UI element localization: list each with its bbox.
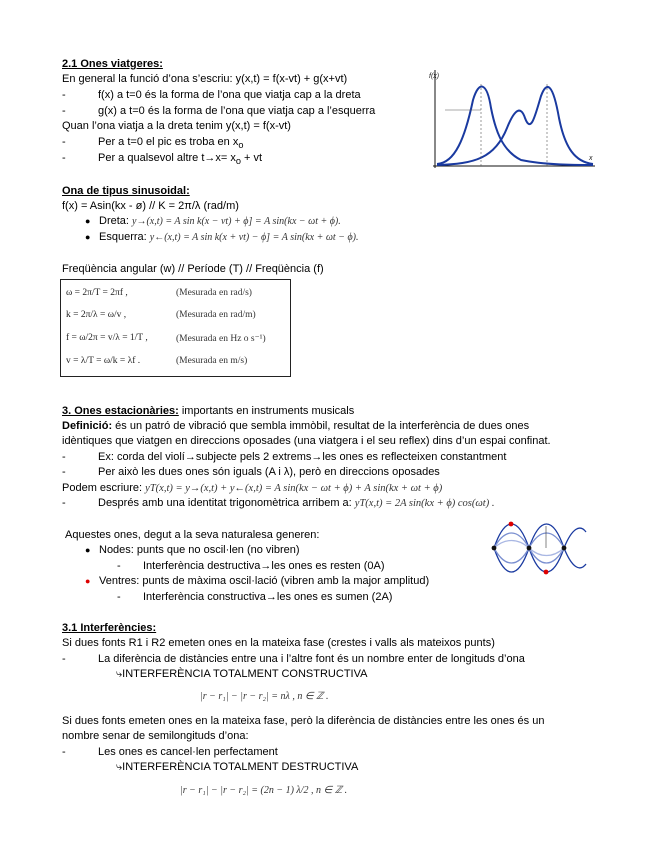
list-item-text: Les ones es cancel·len perfectament <box>98 746 278 758</box>
list-item-ventres: ● Ventres: punts de màxima oscil·lació (vibren amb la major amplitud) <box>85 575 430 587</box>
wave-pulse-t <box>437 87 593 165</box>
graph-label-x: x <box>589 155 593 162</box>
list-item-text: f(x) a t=0 és la forma de l’ona que viatja cap a la dreta <box>98 89 361 101</box>
subscript: o <box>235 156 241 167</box>
superposition-statement <box>62 481 442 496</box>
odd-half-wavelength-continued: nombre senar de semilongituds d’ona: <box>62 730 249 742</box>
definition-continued: idèntiques que viatgen en direccions oposades (una viatgera i el seu reflex) dins d’un espai confinat. <box>62 435 551 447</box>
antinode-point <box>544 570 549 575</box>
list-item-text: Després amb una identitat trigonomètrica arribem a: <box>98 497 352 509</box>
standing-wave-envelope-2 <box>494 524 586 572</box>
table-row <box>66 333 266 344</box>
list-item: - Després amb una identitat trigonomètrica arribem a: yT(x,t) = 2A sin(kx + ϕ) cos(ωt) . <box>62 497 495 509</box>
list-item: - Interferència destructiva→les ones es resten (0A) <box>117 560 385 572</box>
unit-note: (Mesurada en rad/m) <box>176 310 256 320</box>
superposition-formula: yT(x,t) = y→(x,t) + y←(x,t) = A sin(kx − ωt + ϕ) + A sin(kx + ωt + ϕ) <box>145 483 443 494</box>
node-point <box>492 546 497 551</box>
list-item: - Per això les dues ones són iguals (A i λ), però en direccions oposades <box>62 466 440 478</box>
graph-label-f: f(x) <box>429 73 440 80</box>
formula-cell: k = 2π/λ = ω/v , <box>66 310 127 320</box>
section-heading-ones-estacionaries <box>62 404 354 418</box>
formula-table <box>60 279 291 377</box>
formula-cell: f = ω/2π = v/λ = 1/T , <box>66 333 148 343</box>
constructive-formula: |r − r₁| − |r − r₂| = nλ , n ∈ ℤ . <box>200 691 329 702</box>
definition-label: Definició: <box>62 420 113 432</box>
table-row <box>66 288 252 298</box>
definition <box>62 419 529 433</box>
right-travel-statement: Quan l’ona viatja a la dreta tenim y(x,t) = f(x-vt) <box>62 120 291 132</box>
list-item-label: Esquerra: <box>99 231 147 243</box>
constructive-label: ⤷INTERFERÈNCIA TOTALMENT CONSTRUCTIVA <box>116 668 368 680</box>
list-item-label: Dreta: <box>99 215 129 227</box>
definition-text: és un patró de vibració que sembla immòbil, resultat de la interferència de dues ones <box>112 420 530 432</box>
section-title-ones-viatgeres: 2.1 Ones viatgeres: <box>62 58 163 70</box>
formula-cell: v = λ/T = ω/k = λf . <box>66 356 141 366</box>
formula-cell: ω = 2π/T = 2πf , <box>66 288 128 298</box>
unit-note: (Mesurada en Hz o s⁻¹) <box>176 334 266 344</box>
list-item: - Interferència constructiva→les ones es sumen (2A) <box>117 591 393 603</box>
list-item: - Ex: corda del violí→subjecte pels 2 extrems→les ones es reflecteixen constantment <box>62 451 507 463</box>
list-item-text: Ventres: punts de màxima oscil·lació (vibren amb la major amplitud) <box>99 575 430 587</box>
node-point <box>562 546 567 551</box>
section-subtitle: importants en instruments musicals <box>178 405 355 417</box>
list-item-text: Per a qualsevol altre t→x= x <box>98 152 236 164</box>
list-item-nodes: ● Nodes: punts que no oscil·len (no vibren) <box>85 544 300 556</box>
list-item: - La diferència de distàncies entre una i l’altre font és un nombre enter de longituds d’ona <box>62 653 525 665</box>
list-item-text: La diferència de distàncies entre una i l’altre font és un nombre enter de longituds d’ona <box>98 653 525 665</box>
section-title-sinusoidal: Ona de tipus sinusoidal: <box>62 185 190 197</box>
antinode-point <box>509 522 514 527</box>
wave-pulse-t0 <box>437 87 593 165</box>
sinusoidal-definition: f(x) = Asin(kx - ø) // K = 2π/λ (rad/m) <box>62 200 239 212</box>
general-wave-equation: En general la funció d’ona s’escriu: y(x,t) = f(x-vt) + g(x+vt) <box>62 73 348 85</box>
traveling-wave-graph <box>425 68 597 176</box>
list-item: - Per a qualsevol altre $t\to x= x_o$ + vt <box>62 152 263 167</box>
standing-wave-envelope-1 <box>494 524 586 572</box>
subscript: o <box>238 140 244 151</box>
generates-statement: Aquestes ones, degut a la seva naturalesa generen: <box>65 529 320 541</box>
formula-esquerra: y←(x,t) = A sin k(x + vt) − ϕ] = A sin(kx + ωt − ϕ). <box>149 232 359 243</box>
destructive-formula: |r − r₁| − |r − r₂| = (2n − 1) λ/2 , n ∈ ℤ . <box>180 785 348 796</box>
list-item: - Per a t=0 el pic es troba en $x_o$ <box>62 136 244 151</box>
unit-note: (Mesurada en m/s) <box>176 356 248 366</box>
odd-half-wavelength-statement: Si dues fonts emeten ones en la mateixa fase, però la diferència de distàncies entre les ones és un <box>62 715 545 727</box>
list-item: ● Esquerra: y←(x,t) = A sin k(x + vt) − ϕ] = A sin(kx + ωt − ϕ). <box>85 231 359 243</box>
list-item: - g(x) a t=0 és la forma de l’ona que viatja cap a l’esquerra <box>62 105 376 117</box>
list-item-text: Interferència constructiva→les ones es sumen (2A) <box>143 591 393 603</box>
table-row <box>66 356 248 366</box>
list-item: ● Dreta: y→(x,t) = A sin k(x − vt) + ϕ] = A sin(kx − ωt + ϕ). <box>85 215 341 227</box>
list-item-text: Per a t=0 el pic es troba en x <box>98 136 239 148</box>
section-title: 3. Ones estacionàries: <box>62 405 179 417</box>
list-item-text: Ex: corda del violí→subjecte pels 2 extrems→les ones es reflecteixen constantment <box>98 451 507 463</box>
standing-wave-graph <box>490 518 590 580</box>
frequency-heading: Freqüència angular (w) // Període (T) // Freqüència (f) <box>62 263 324 275</box>
list-item: - f(x) a t=0 és la forma de l’ona que viatja cap a la dreta <box>62 89 361 101</box>
list-item-text: Interferència destructiva→les ones es resten (0A) <box>143 560 385 572</box>
formula-dreta: y→(x,t) = A sin k(x − vt) + ϕ] = A sin(kx − ωt + ϕ). <box>132 216 341 227</box>
list-item-text: g(x) a t=0 és la forma de l’ona que viatja cap a l’esquerra <box>98 105 376 117</box>
list-item-text: Per això les dues ones són iguals (A i λ), però en direccions oposades <box>98 466 440 478</box>
node-point <box>527 546 532 551</box>
list-item-text: Nodes: punts que no oscil·len (no vibren) <box>99 544 300 556</box>
section-title-interferencies: 3.1 Interferències: <box>62 622 157 634</box>
statement-label: Podem escriure: <box>62 482 143 494</box>
same-phase-statement: Si dues fonts R1 i R2 emeten ones en la mateixa fase (crestes i valls als mateixos punts) <box>62 637 495 649</box>
standing-wave-formula: yT(x,t) = 2A sin(kx + ϕ) cos(ωt) . <box>354 498 495 509</box>
list-item: - Les ones es cancel·len perfectament <box>62 746 278 758</box>
unit-note: (Mesurada en rad/s) <box>176 288 252 298</box>
table-row <box>66 310 256 320</box>
destructive-label: ⤷INTERFERÈNCIA TOTALMENT DESTRUCTIVA <box>116 761 359 773</box>
list-item-text: + vt <box>240 152 263 164</box>
